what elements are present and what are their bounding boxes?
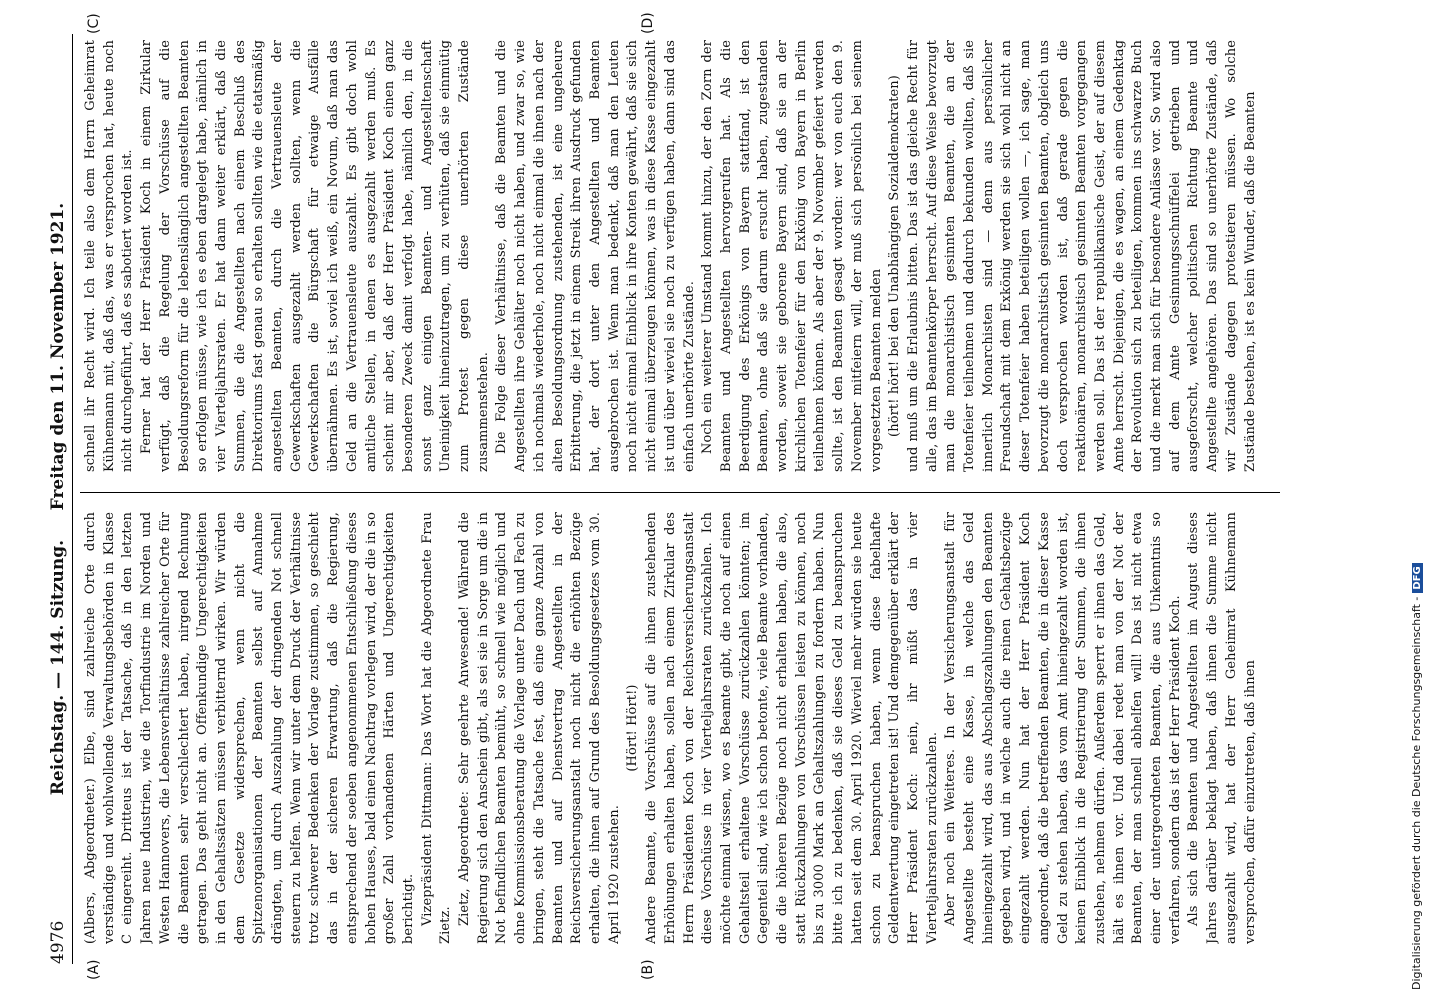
header-rule [72,34,73,964]
interjection: (hört! hört! bei den Unabhängigen Sozialdemokraten) [887,75,903,437]
funding-note-text [1410,10,1423,990]
interjection: (Hört! Hört!) [625,684,641,772]
page-header [44,34,72,964]
running-title [48,34,68,964]
funding-note [1402,0,1432,1000]
funding-text: Digitalisierung gefördert durch die Deutsche Forschungsgemeinschaft - [1410,596,1423,990]
paragraph: Die Folge dieser Verhältnisse, daß die Beamten und die Angestellten ihre Gehälter noch nicht haben, und zwar so, wie ich nochmals wiederhole, noch nicht einmal die ihnen nach der alten Besoldungsordnung zustehenden, ist eine ungeheure Erbitterung, die jetzt in einem Streik ihren Ausdruck gefunden hat, der dort unter den Angestellten und Beamten ausgebrochen ist. Wenn man bedenkt, daß man den Leuten noch nicht einmal Einblick in ihre Konten gewährt, daß sie sich nicht einmal überzeugen können, was in diese Kasse eingezahlt ist und über wieviel sie noch zu verfügen haben, dann sind das einfach unerhörte Zustände. [494,40,697,472]
paragraph: Vizepräsident Dittmann: Das Wort hat die Abgeordnete Frau Zietz. [419,512,454,944]
paragraph: (Albers, Abgeordneter.) Elbe, sind zahlreiche Orte durch verständige und wohlwollende Verwaltungsbehörden in Klasse C eingereiht. Dritteus ist der Tatsache, daß in den letzten Jahren neue Industrien, wie die Torfindustrie im Norden und Westen Hannovers, die Lebensverhältnisse zahlreicher Orte für die Beamten sehr verschlechtert haben, nirgend Rechnung getragen. Das geht nicht an. Offenkundige Ungerechtigkeiten in den Gehaltssätzen müssen verbitternd wirken. Wir würden dem Gesetze widersprechen, wenn nicht die Spitzenorganisationen der Beamten selbst auf Annahme drängten, um durch Auszahlung der dringenden Not schnell steuern zu helfen. Wenn wir unter dem Druck der Verhältnisse trotz schwerer Bedenken der Vorlage zustimmen, so geschieht das in der sicheren Erwartung, daß die Regierung, entsprechend der soeben angenommenen Entschließung dieses hohen Hauses, bald einen Nachtrag vorlegen wird, der die in so großer Zahl vorhandenen Härten und Ungerechtigkeiten berichtigt. [83,512,416,944]
margin-mark-d: (D) [640,12,656,34]
margin-mark-a: (A) [86,959,102,980]
paragraph: Aber noch ein Weiteres. In der Versicherungsanstalt für Angestellte besteht eine Kasse, in welche das Geld hineingezahlt wird, das aus Abschlagszahlungen den Beamten gegeben wird, und in welche auch die reinen Gehaltsbezüge eingezahlt werden. Nun hat der Herr Präsident Koch angeordnet, daß die betreffenden Beamten, die in dieser Kasse Geld zu stehen haben, das vom Amt hineingezahlt worden ist, keinen Einblick in die Registrierung der Summen, die ihnen zustehen, nehmen dürfen. Außerdem sperrt er ihnen das Geld, hält es ihnen vor. Und dabei redet man von der Not der Beamten, der man schnell abhelfen will! Das ist nicht etwa einer der untergeordneten Beamten, die aus Unkenntnis so verfahren, sondern das ist der Herr Präsident Koch. [943,512,1183,944]
paragraph: und muß um die Erlaubnis bitten. Das ist das gleiche Recht für alle, das im Beamtenkörper herrscht. Auf diese Weise bevorzugt man die monarchistisch gesinnten Beamten, die an der Totenfeier teilnehmen und dadurch bekunden wollten, daß sie innerlich Monarchisten sind — denn aus persönlicher Freundschaft mit dem Exkönig werden sie sich wohl nicht an dieser Totenfeier haben beteiligen wollen —, ich sage, man bevorzugt die monarchistisch gesinnten Beamten, obgleich uns doch versprochen worden ist, daß gerade gegen die reaktionären, monarchistisch gesinnten Beamten vorgegangen werden soll. Das ist der republikanische Geist, der auf diesem Amte herrscht. Diejenigen, die es wagen, an einem Gedenktag der Revolution sich zu beteiligen, kommen ins schwarze Buch und die merkt man sich für besondere Anlässe vor. So wird also auf dem Amte Gesinnungsschnüffelei getrieben und ausgeforscht, welcher politischen Richtung Beamte und Angestellte angehören. Das sind so unerhörte Zustände, daß wir Zustände dagegen protestieren müssen. Wo solche Zustände bestehen, ist es kein Wunder, daß die Beamten [905,40,1258,472]
paragraph: Andere Beamte, die Vorschüsse auf die ihnen zustehenden Erhöhungen erhalten haben, sollen nach einem Zirkular des Herrn Präsidenten Koch von der Reichsversicherungsanstalt diese Vorschüsse in vier Vierteljahrsraten zurückzahlen. Ich möchte einmal wissen, wo es Beamte gibt, die noch auf einen Gehaltsteil erhaltene Vorschüsse zurückzahlen könnten; im Gegenteil sind, wie ich schon betonte, viele Beamte vorhanden, die die höheren Bezüge noch nicht erhalten haben, die also, statt Rückzahlungen von Vorschüssen leisten zu können, noch bis zu 3000 Mark an Gehaltszahlungen zu fordern haben. Nun bitte ich zu bedenken, daß sie dieses Geld zu beanspruchen hatten seit dem 30. April 1920. Wieviel mehr würden sie heute schon zu beanspruchen haben, wenn diese fabelhafte Geldentwertung eingetreten ist! Und demgegenüber erklärt der Herr Präsident Koch: nein, ihr müßt das in vier Vierteljahrsraten zurückzahlen. [644,512,940,944]
paragraph: Als sich die Beamten und Angestellten im August dieses Jahres darüber beklagt haben, daß ihnen die Summe nicht ausgezahlt wird, hat der Herr Geheimrat Kühnemann versprochen, dafür einzutreten, daß ihnen [1186,512,1258,944]
dfg-logo: DFG [1412,563,1423,592]
margin-mark-c: (C) [86,13,102,34]
right-column [82,40,1312,472]
page-number: 4976 [48,920,68,964]
left-column [82,512,1312,944]
session-title: Reichstag. — 144. Sitzung. [48,539,68,796]
paragraph: schnell ihr Recht wird. Ich teile also dem Herrn Geheimrat Kühnemann mit, daß das, was er versprochen hat, heute noch nicht durchgeführt, daß es sabotiert worden ist. [83,40,136,472]
column-divider [80,492,1280,493]
margin-mark-b: (B) [640,959,656,980]
paragraph: Ferner hat der Herr Präsident Koch in einem Zirkular verfügt, daß die Regelung der Vorschüsse auf die Besoldungsreform für die lebenslänglich angestellten Beamten so erfolgen müsse, wie ich es eben dargelegt habe, nämlich in vier Vierteljahrsraten. Er hat dann weiter erklärt, daß die Summen, die die Angestellten nach einem Beschluß des Direktoriums fast genau so erhalten sollten wie die etatsmäßig angestellten Beamten, durch die Vertrauensleute der Gewerkschaften ausgezahlt werden sollten, wenn die Gewerkschaften die Bürgschaft für etwaige Ausfälle übernähmen. Es ist, soviel ich weiß, ein Novum, daß man das Geld an die Vertrauensleute auszahlt. Es gibt doch wohl amtliche Stellen, in denen es ausgezahlt werden muß. Es scheint mir aber, daß der Herr Präsident Koch einen ganz besonderen Zweck damit verfolgt habe, nämlich den, in die sonst ganz einigen Beamten- und Angestelltenschaft Uneinigkeit hineinzutragen, um zu verhüten, daß sie einmütig zum Protest gegen diese unerhörten Zustände zusammenstehen. [139,40,491,472]
paragraph: Noch ein weiterer Umstand kommt hinzu, der den Zorn der Beamten und Angestellten hervorgerufen hat. Als die Beerdigung des Erkönigs von Bayern stattfand, ist den Beamten, ohne daß sie darum ersucht haben, zugestanden worden, soweit sie geborene Bayern sind, daß sie an der kirchlichen Totenfeier für den Exkönig von Bayern in Berlin teilnehmen können. Als aber der 9. November gefeiert werden sollte, ist den Beamten gesagt worden: wer von euch den 9. November mitfeiern will, der muß sich persönlich bei seinem vorgesetzten Beamten melden [700,40,884,472]
date-title: Freitag den 11. November 1921. [48,202,68,511]
paragraph: Zietz, Abgeordnete: Sehr geehrte Anwesende! Während die Regierung sich den Anschein gibt, als sei sie in Sorge um die in Not befindlichen Beamten bemüht, so schnell wie möglich und ohne Kommissionsberatung die Vorlage unter Dach und Fach zu bringen, steht die Tatsache fest, daß eine ganze Anzahl von Beamten und auf Dienstvertrag Angestellten in der Reichsversicherungsanstalt noch nicht die erhöhten Bezüge erhalten, die ihnen auf Grund des Besoldungsgesetzes vom 30. April 1920 zustehen. [457,512,622,944]
